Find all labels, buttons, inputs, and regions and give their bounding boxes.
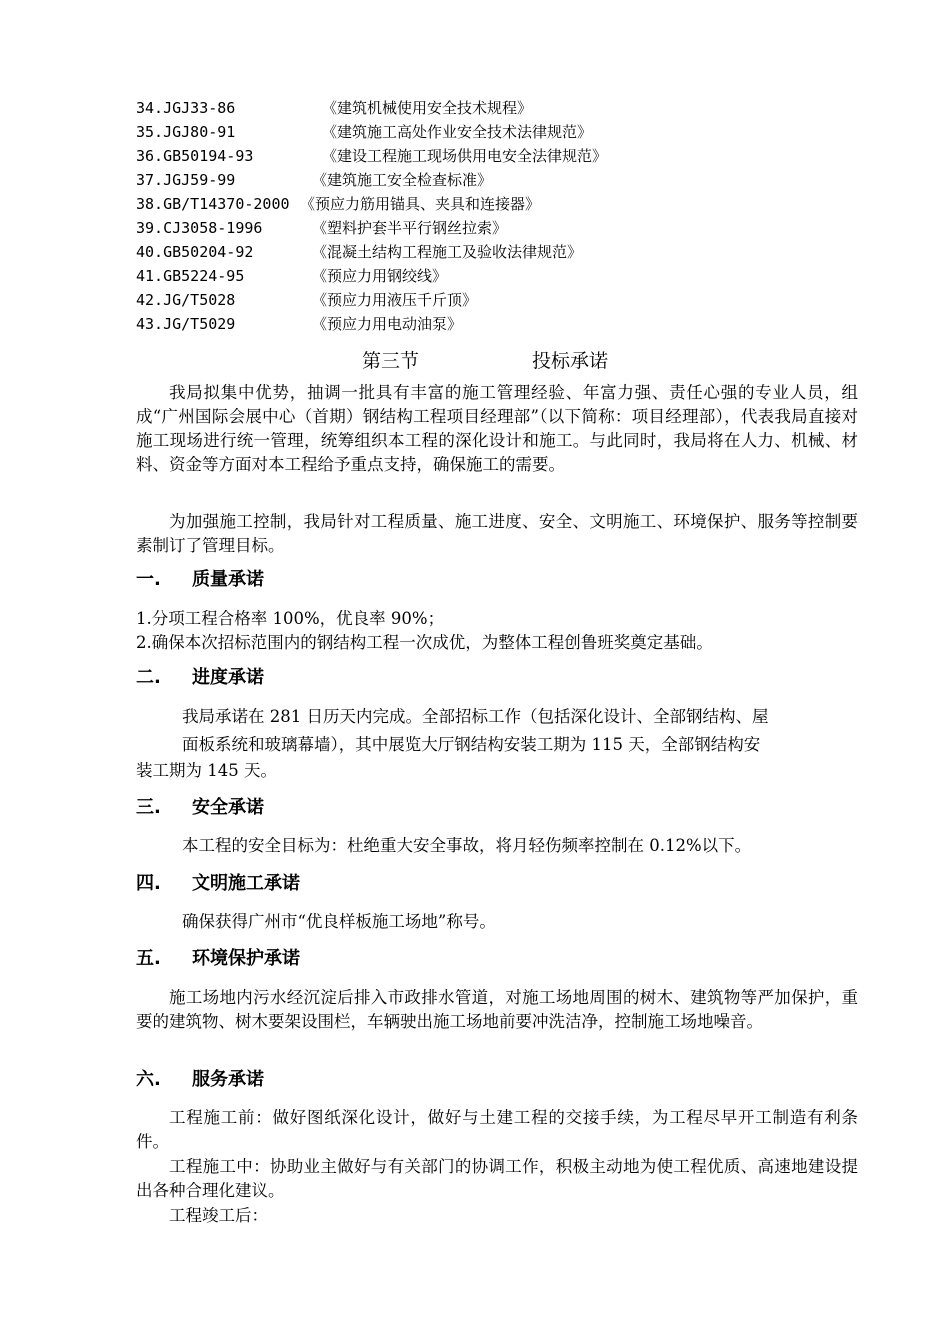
intro-paragraph-goals: 为加强施工控制，我局针对工程质量、施工进度、安全、文明施工、环境保护、服务等控制要素制订了管理目标。 xyxy=(136,512,858,555)
environment-text: 施工场地内污水经沉淀后排入市政排水管道，对施工场地周围的树木、建筑物等严加保护，重要的建筑物、树木要架设围栏，车辆驶出施工场地前要冲洗洁净，控制施工场地噪音。 xyxy=(136,988,858,1031)
schedule-line: 装工期为 145 天。 xyxy=(136,761,277,780)
schedule-line: 面板系统和玻璃幕墙），其中展览大厅钢结构安装工期为 115 天，全部钢结构安 xyxy=(182,735,761,754)
civilized-text: 确保获得广州市“优良样板施工场地”称号。 xyxy=(182,912,496,931)
standard-title: 《预应力用液压千斤顶》 xyxy=(312,291,478,309)
intro-paragraph: 我局拟集中优势，抽调一批具有丰富的施工管理经验、年富力强、责任心强的专业人员，组成“广州国际会展中心（首期）钢结构工程项目经理部”（以下简称：项目经理部），代表我局直接对施工现场进行统一管理，统筹组织本工程的深化设计和施工。与此同时，我局将在人力、机械、材料、资金等方面对本工程给予重点支持，确保施工的需要。 xyxy=(136,383,858,474)
quality-item: 1.分项工程合格率 100%，优良率 90%； xyxy=(136,609,445,628)
heading-label: 服务承诺 xyxy=(192,1069,264,1090)
heading-label: 环境保护承诺 xyxy=(192,948,300,969)
safety-text: 本工程的安全目标为：杜绝重大安全事故，将月轻伤频率控制在 0.12%以下。 xyxy=(182,836,752,855)
standard-title: 《预应力筋用锚具、夹具和连接器》 xyxy=(300,195,541,213)
standard-title: 《建筑机械使用安全技术规程》 xyxy=(322,99,533,117)
standard-title: 《预应力用钢绞线》 xyxy=(312,267,448,285)
section-number: 第三节 xyxy=(362,350,420,372)
section-name: 投标承诺 xyxy=(532,350,609,372)
standard-code: 40.GB50204-92 xyxy=(136,243,254,261)
quality-item: 2.确保本次招标范围内的钢结构工程一次成优，为整体工程创鲁班奖奠定基础。 xyxy=(136,633,713,652)
heading-label: 质量承诺 xyxy=(192,569,264,590)
section-title xyxy=(0,346,950,376)
standard-code: 39.CJ3058-1996 xyxy=(136,219,263,237)
standard-title: 《预应力用电动油泵》 xyxy=(312,315,463,333)
standard-title: 《建筑施工高处作业安全技术法律规范》 xyxy=(322,123,593,141)
heading-label: 文明施工承诺 xyxy=(192,873,300,894)
standard-code: 42.JG/T5028 xyxy=(136,291,236,309)
standard-code: 37.JGJ59-99 xyxy=(136,171,236,189)
standard-title: 《建筑施工安全检查标准》 xyxy=(312,171,493,189)
standard-code: 35.JGJ80-91 xyxy=(136,123,236,141)
standard-code: 43.JG/T5029 xyxy=(136,315,236,333)
standard-code: 41.GB5224-95 xyxy=(136,267,245,285)
heading-number: 五. xyxy=(136,948,161,969)
heading-number: 二. xyxy=(136,667,161,688)
service-before-text: 工程施工前：做好图纸深化设计，做好与土建工程的交接手续，为工程尽早开工制造有利条件。 xyxy=(136,1108,858,1151)
heading-number: 三. xyxy=(136,797,161,818)
heading-number: 四. xyxy=(136,873,161,894)
heading-number: 六. xyxy=(136,1069,161,1090)
heading-number: 一. xyxy=(136,569,161,590)
service-after-text: 工程竣工后： xyxy=(169,1206,268,1225)
heading-label: 进度承诺 xyxy=(192,667,264,688)
standard-code: 36.GB50194-93 xyxy=(136,147,254,165)
standard-code: 34.JGJ33-86 xyxy=(136,99,236,117)
standard-code: 38.GB/T14370-2000 xyxy=(136,195,290,213)
standard-title: 《混凝土结构工程施工及验收法律规范》 xyxy=(312,243,583,261)
standard-title: 《建设工程施工现场供用电安全法律规范》 xyxy=(322,147,608,165)
service-during-text: 工程施工中：协助业主做好与有关部门的协调工作，积极主动地为使工程优质、高速地建设提出各种合理化建议。 xyxy=(136,1157,858,1200)
heading-label: 安全承诺 xyxy=(192,797,264,818)
schedule-line: 我局承诺在 281 日历天内完成。全部招标工作（包括深化设计、全部钢结构、屋 xyxy=(182,707,769,726)
standard-title: 《塑料护套半平行钢丝拉索》 xyxy=(312,219,508,237)
